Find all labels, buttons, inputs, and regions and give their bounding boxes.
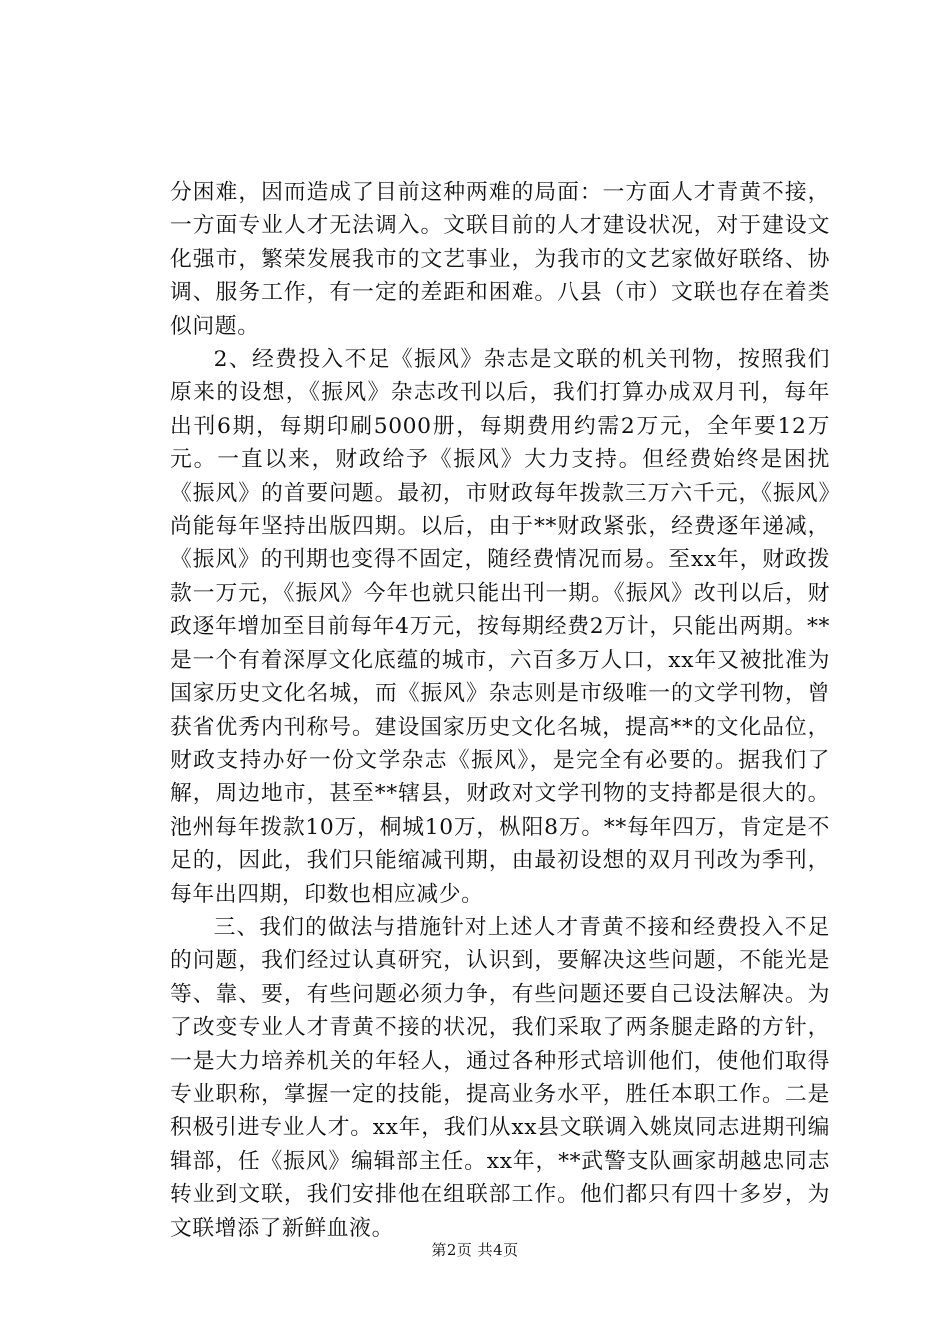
document-body (170, 176, 830, 1245)
page-number-footer: 第2页 共4页 (431, 1241, 519, 1259)
paragraph-continuation: 分困难，因而造成了目前这种两难的局面：一方面人才青黄不接，一方面专业人才无法调入。文联目前的人才建设状况，对于建设文化强市，繁荣发展我市的文艺事业，为我市的文艺家做好联络、协调、服务工作，有一定的差距和困难。八县（市）文联也存在着类似问题。 (170, 180, 830, 339)
paragraph-measures: 三、我们的做法与措施针对上述人才青黄不接和经费投入不足的问题，我们经过认真研究，认识到，要解决这些问题，不能光是等、靠、要，有些问题必须力争，有些问题还要自己设法解决。为了改变专业人才青黄不接的状况，我们采取了两条腿走路的方针，一是大力培养机关的年轻人，通过各种形式培训他们，使他们取得专业职称，掌握一定的技能，提高业务水平，胜任本职工作。二是积极引进专业人才。xx年，我们从xx县文联调入姚岚同志进期刊编辑部，任《振风》编辑部主任。xx年，**武警支队画家胡越忠同志转业到文联，我们安排他在组联部工作。他们都只有四十多岁，为文联增添了新鲜血液。 (170, 914, 830, 1241)
paragraph-funding-shortage: 2、经费投入不足《振风》杂志是文联的机关刊物，按照我们原来的设想，《振风》杂志改刊以后，我们打算办成双月刊，每年出刊6期，每期印刷5000册，每期费用约需2万元，全年要12万元。一直以来，财政给予《振风》大力支持。但经费始终是困扰《振风》的首要问题。最初，市财政每年拨款三万六千元，《振风》尚能每年坚持出版四期。以后，由于**财政紧张，经费逐年递减，《振风》的刊期也变得不固定，随经费情况而易。至xx年，财政拨款一万元，《振风》今年也就只能出刊一期。《振风》改刊以后，财政逐年增加至目前每年4万元，按每期经费2万计，只能出两期。**是一个有着深厚文化底蕴的城市，六百多万人口，xx年又被批准为国家历史文化名城，而《振风》杂志则是市级唯一的文学刊物，曾获省优秀内刊称号。建设国家历史文化名城，提高**的文化品位，财政支持办好一份文学杂志《振风》，是完全有必要的。据我们了解，周边地市，甚至**辖县，财政对文学刊物的支持都是很大的。池州每年拨款10万，桐城10万，枞阳8万。**每年四万，肯定是不足的，因此，我们只能缩减刊期，由最初设想的双月刊改为季刊，每年出四期，印数也相应减少。 (170, 347, 830, 907)
